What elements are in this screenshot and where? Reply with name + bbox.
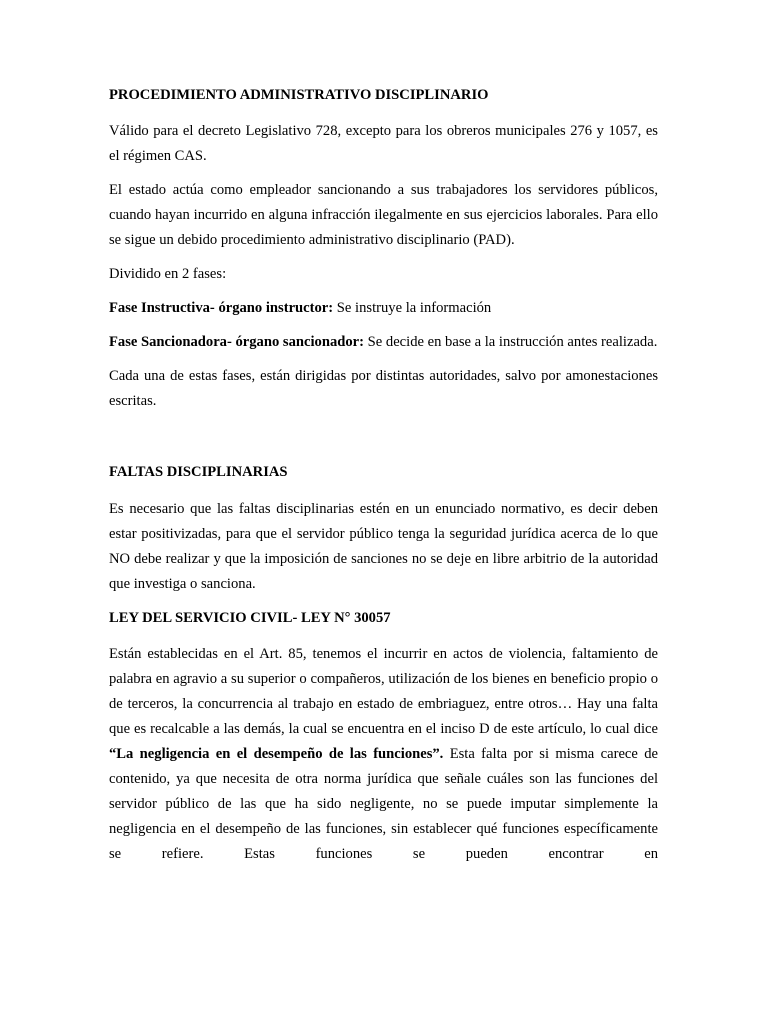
document-page — [109, 83, 658, 867]
paragraph-phase-instructive — [109, 296, 658, 321]
phase-instructive-label: Fase Instructiva- órgano instructor: — [109, 300, 334, 316]
ley-text-part-a: Están establecidas en el Art. 85, tenemos el incurrir en actos de violencia, faltamiento de palabra en agravio a su superior o compañeros, utilización de los bienes en beneficio propio o de terceros, la concurrencia al trabajo en estado de embriaguez, entre otros… Hay una falta que es recalcable a las demás, la cual se encuentra en el inciso D de este artículo, lo cual dice — [109, 646, 658, 737]
ley-quote: “La negligencia en el desempeño de las funciones”. — [109, 746, 444, 762]
phase-sanctioning-label: Fase Sancionadora- órgano sancionador: — [109, 334, 364, 350]
section-title-pad: PROCEDIMIENTO ADMINISTRATIVO DISCIPLINARIO — [109, 87, 489, 103]
ley-text-part-b: Esta falta por si misma carece de contenido, ya que necesita de otra norma jurídica que señale cuáles son las funciones del servidor público de las que ha sido negligente, no se puede imputar simplemente la negligencia en el desempeño de las funciones, sin establecer qué funciones específicamente se refiere. Estas funciones se pueden encontrar en — [109, 746, 659, 862]
paragraph-faltas-description: Es necesario que las faltas disciplinarias estén en un enunciado normativo, es decir deben estar positivizadas, para que el servidor público tenga la seguridad jurídica acerca de lo que NO debe realizar y que la imposición de sanciones no se deje en libre arbitrio de la autoridad que investiga o sanciona. — [109, 501, 658, 592]
phase-instructive-text: Se instruye la información — [333, 300, 492, 316]
paragraph-pad-description: El estado actúa como empleador sancionando a sus trabajadores los servidores públicos, cuando hayan incurrido en alguna infracción ilegalmente en sus ejercicios laborales. Para ello se sigue un debido procedimiento administrativo disciplinario (PAD). — [109, 182, 658, 248]
paragraph-pad-phases-intro: Dividido en 2 fases: — [109, 266, 227, 282]
paragraph-pad-validity: Válido para el decreto Legislativo 728, excepto para los obreros municipales 276 y 1057, es el régimen CAS. — [109, 123, 658, 164]
paragraph-pad-authorities: Cada una de estas fases, están dirigidas por distintas autoridades, salvo por amonestaciones escritas. — [109, 368, 658, 409]
section-title-ley: LEY DEL SERVICIO CIVIL- LEY N° 30057 — [109, 610, 391, 626]
phase-sanctioning-text: Se decide en base a la instrucción antes realizada. — [364, 334, 658, 350]
paragraph-ley-description — [109, 642, 658, 867]
section-title-faltas: FALTAS DISCIPLINARIAS — [109, 464, 288, 480]
paragraph-phase-sanctioning — [109, 330, 658, 355]
